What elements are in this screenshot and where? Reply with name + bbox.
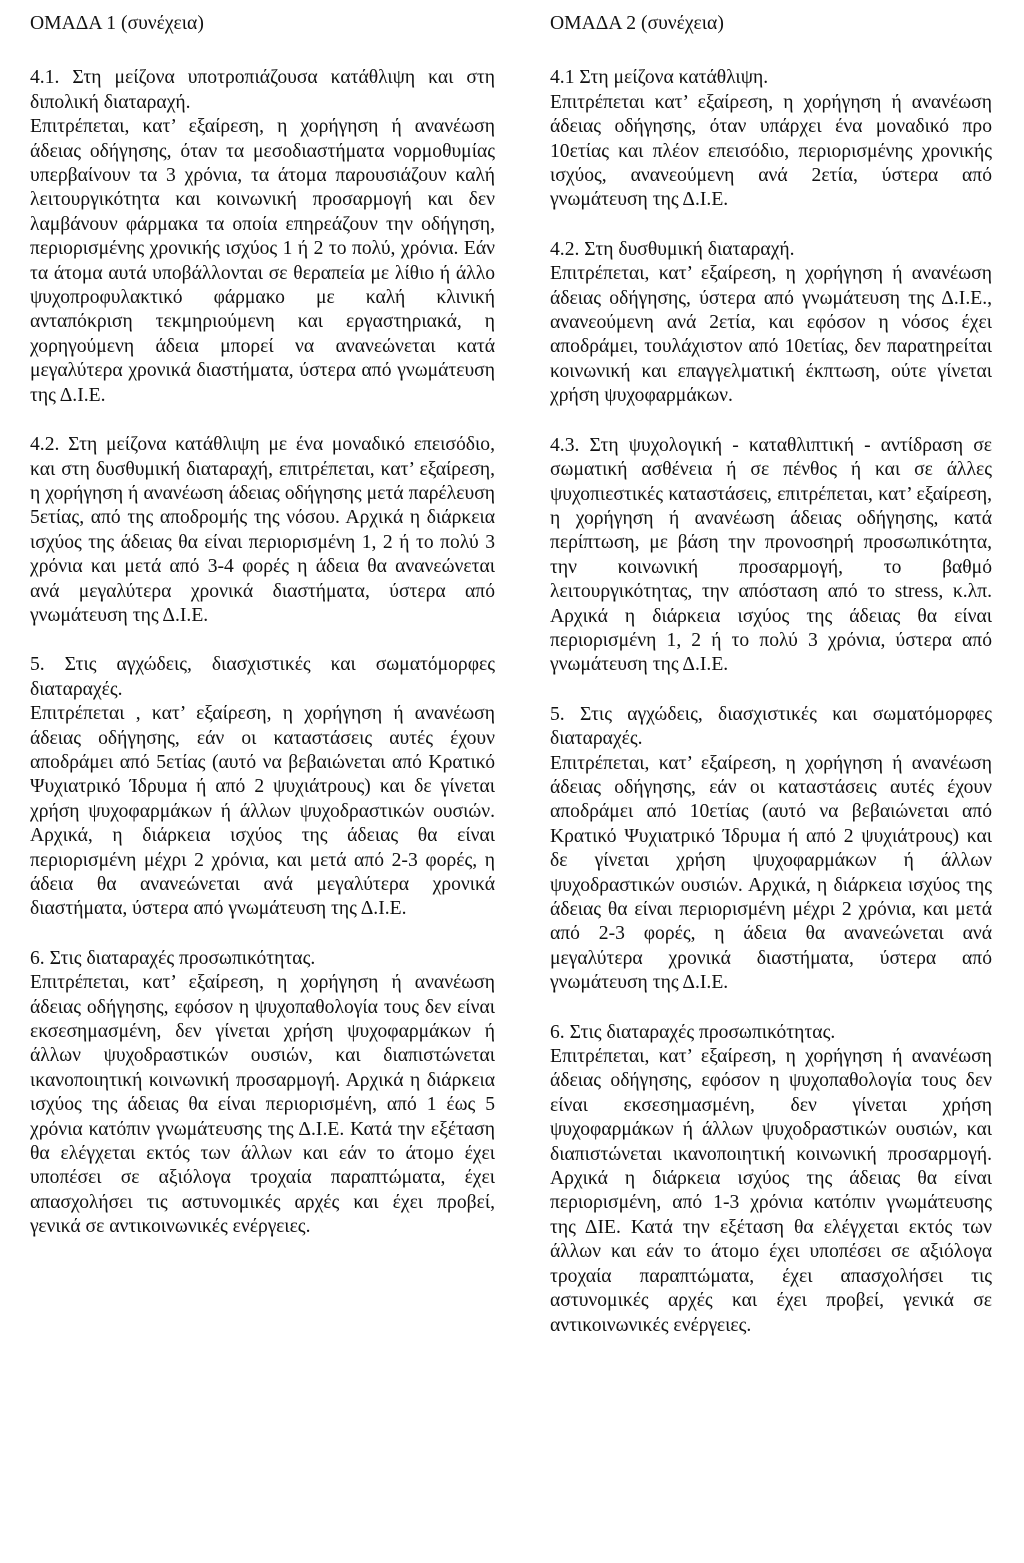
right-section-4-1: [550, 66, 992, 212]
left-section-5-title: 5. Στις αγχώδεις, διασχιστικές και σωματόμορφες διαταραχές.: [30, 654, 495, 700]
right-section-5: [550, 703, 992, 996]
left-section-5: [30, 653, 495, 921]
right-column-heading: ΟΜΑΔΑ 2 (συνέχεια): [550, 13, 724, 34]
left-section-4-2: [30, 433, 495, 628]
right-section-4-1-title: 4.1 Στη μείζονα κατάθλιψη.: [550, 67, 769, 89]
right-section-4-3: [550, 434, 992, 678]
right-section-4-1-body: Επιτρέπεται κατ’ εξαίρεση, η χορήγηση ή ανανέωση άδειας οδήγησης, όταν υπάρχει ένα μοναδικό προ 10ετίας και πλέον επεισόδιο, περιορισμένης χρονικής ισχύος, ανανεούμενη ανά 2ετία, ύστερα από γνωμάτευση της Δ.Ι.Ε.: [550, 91, 992, 211]
left-section-4-1: [30, 66, 495, 408]
right-column: [550, 12, 992, 1338]
left-section-4-1-title: 4.1. Στη μείζονα υποτροπιάζουσα κατάθλιψη και στη διπολική διαταραχή.: [30, 67, 495, 113]
left-section-5-body: Επιτρέπεται , κατ’ εξαίρεση, η χορήγηση ή ανανέωση άδειας οδήγησης, εάν οι καταστάσεις αυτές έχουν αποδράμει από 5ετίας (αυτό να βεβαιώνεται από Κρατικό Ψυχιατρικό Ίδρυμα ή από 2 ψυχιάτρους) και δε γίνεται χρήση ψυχοφαρμάκων ή άλλων ψυχοδραστικών ουσιών. Αρχικά, η διάρκεια ισχύος της άδειας θα είναι περιορισμένη μέχρι 2 χρόνια, και μετά από 2-3 φορές, η άδεια θα ανανεώνεται ανά μεγαλύτερα χρονικά διαστήματα, ύστερα από γνωμάτευση της Δ.Ι.Ε.: [30, 703, 495, 920]
left-column-heading: ΟΜΑΔΑ 1 (συνέχεια): [30, 13, 204, 34]
right-section-4-2-body: Επιτρέπεται, κατ’ εξαίρεση, η χορήγηση ή ανανέωση άδειας οδήγησης, ύστερα από γνωμάτευση της Δ.Ι.Ε., ανανεούμενη ανά 2ετία, και εφόσον η νόσος έχει αποδράμει, τουλάχιστον από 10ετίας, δεν παρατηρείται κοινωνική και επαγγελματική έκπτωση, ούτε γίνεται χρήση ψυχοφαρμάκων.: [550, 263, 992, 407]
right-section-4-3-body: 4.3. Στη ψυχολογική - καταθλιπτική - αντίδραση σε σωματική ασθένεια ή σε πένθος ή και σε άλλες ψυχοπιεστικές καταστάσεις, επιτρέπεται, κατ’ εξαίρεση, η χορήγηση ή ανανέωση άδειας οδήγησης, κατά περίπτωση, με βάση την προνοσηρή προσωπικότητα, την κοινωνική προσαρμογή, το βαθμό λειτουργικότητας, την απόσταση από το stress, κ.λπ. Αρχικά η διάρκεια ισχύος της άδειας θα είναι περιορισμένη 1, 2 ή το πολύ 3 χρόνια, ύστερα από γνωμάτευση της Δ.Ι.Ε.: [550, 434, 992, 676]
right-section-4-2: [550, 238, 992, 409]
left-section-4-2-body: 4.2. Στη μείζονα κατάθλιψη με ένα μοναδικό επεισόδιο, και στη δυσθυμική διαταραχή, επιτρέπεται, κατ’ εξαίρεση, η χορήγηση ή ανανέωση άδειας οδήγησης μετά παρέλευση 5ετίας, από της αποδρομής της νόσου. Αρχικά η διάρκεια ισχύος της άδειας θα είναι περιορισμένη 1, 2 ή το πολύ 3 χρόνια και μετά από 3-4 φορές η άδεια θα ανανεώνεται ανά μεγαλύτερα χρονικά διαστήματα, ύστερα από γνωμάτευση της Δ.Ι.Ε.: [30, 434, 495, 626]
right-section-5-body: Επιτρέπεται, κατ’ εξαίρεση, η χορήγηση ή ανανέωση άδειας οδήγησης, εάν οι καταστάσεις αυτές έχουν αποδράμει από 10ετίας (αυτό να βεβαιώνεται από Κρατικό Ψυχιατρικό Ίδρυμα ή από 2 ψυχιάτρους) και δε γίνεται χρήση ψυχοφαρμάκων ή άλλων ψυχοδραστικών ουσιών. Αρχικά, η διάρκεια ισχύος της άδειας θα είναι περιορισμένη μέχρι 2 χρόνια, και μετά από 2-3 φορές, η άδεια θα ανανεώνεται ανά μεγαλύτερα χρονικά διαστήματα, ύστερα από γνωμάτευση της Δ.Ι.Ε.: [550, 752, 992, 994]
right-section-6-body: Επιτρέπεται, κατ’ εξαίρεση, η χορήγηση ή ανανέωση άδειας οδήγησης, εφόσον η ψυχοπαθολογία τους δεν είναι εκσεσημασμένη, δεν γίνεται χρήση ψυχοφαρμάκων ή άλλων ψυχοδραστικών ουσιών, και διαπιστώνεται ικανοποιητική κοινωνική προσαρμογή. Αρχικά η διάρκεια ισχύος της άδειας θα είναι περιορισμένη, από 1-3 χρόνια κατόπιν γνωμάτευσης της ΔΙΕ. Κατά την εξέταση θα ελέγχεται εκτός των άλλων και εάν το άτομο έχει υποπέσει σε αξιόλογα τροχαία παραπτώματα, έχει απασχολήσει τις αστυνομικές αρχές και έχει προβεί, γενικά σε αντικοινωνικές ενέργειες.: [550, 1046, 992, 1336]
left-column: [30, 12, 495, 1240]
right-section-6-title: 6. Στις διαταραχές προσωπικότητας.: [550, 1021, 836, 1043]
left-section-6: [30, 947, 495, 1240]
right-section-5-title: 5. Στις αγχώδεις, διασχιστικές και σωματόμορφες διαταραχές.: [550, 703, 992, 750]
left-section-4-1-body: Επιτρέπεται, κατ’ εξαίρεση, η χορήγηση ή ανανέωση άδειας οδήγησης, όταν τα μεσοδιαστήματα νορμοθυμίας υπερβαίνουν τα 3 χρόνια, τα άτομα παρουσιάζουν καλή λειτουργικότητα και κοινωνική προσαρμογή και δεν λαμβάνουν φάρμακα τα οποία επηρεάζουν την οδήγηση, περιορισμένης χρονικής ισχύος 1 ή 2 το πολύ, χρόνια. Εάν τα άτομα αυτά υποβάλλονται σε θεραπεία με λίθιο ή άλλο ψυχοπροφυλακτικό φάρμακο με καλή κλινική ανταπόκριση τεκμηριούμενη και εργαστηριακά, η χορηγούμενη άδεια μπορεί να ανανεώνεται κατά μεγαλύτερα χρονικά διαστήματα, ύστερα από γνωμάτευση της Δ.Ι.Ε.: [30, 116, 495, 406]
left-section-6-title: 6. Στις διαταραχές προσωπικότητας.: [30, 947, 316, 969]
left-section-6-body: Επιτρέπεται, κατ’ εξαίρεση, η χορήγηση ή ανανέωση άδειας οδήγησης, εφόσον η ψυχοπαθολογία τους δεν είναι εκσεσημασμένη, δεν γίνεται χρήση ψυχοφαρμάκων ή άλλων ψυχοδραστικών ουσιών, και διαπιστώνεται ικανοποιητική κοινωνική προσαρμογή. Αρχικά η διάρκεια ισχύος της άδειας θα είναι περιορισμένη, από 1 έως 5 χρόνια κατόπιν γνωμάτευσης της Δ.Ι.Ε. Κατά την εξέταση θα ελέγχεται εκτός των άλλων και εάν το άτομο έχει υποπέσει σε αξιόλογα τροχαία παραπτώματα, έχει απασχολήσει τις αστυνομικές αρχές και έχει προβεί, γενικά σε αντικοινωνικές ενέργειες.: [30, 972, 495, 1238]
right-section-4-2-title: 4.2. Στη δυσθυμική διαταραχή.: [550, 238, 795, 260]
right-section-6: [550, 1021, 992, 1338]
